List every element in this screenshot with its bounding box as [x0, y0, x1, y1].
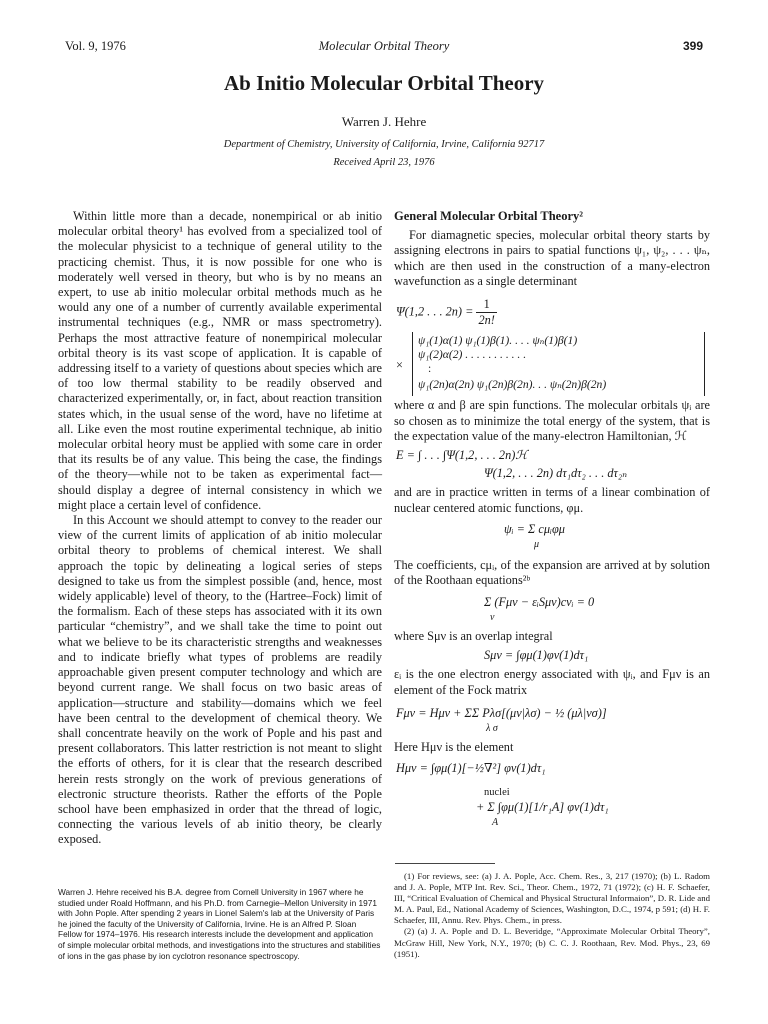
eq1-fraction: [476, 297, 496, 328]
determinant-left-bar: [412, 332, 413, 396]
equation-core-nuclei-index: A: [492, 817, 499, 829]
received-date: Received April 23, 1976: [333, 157, 435, 168]
footnote-2: (2) (a) J. A. Pople and D. L. Beveridge, “Approximate Molecular Orbital Theory”, McGraw Hill, New York, N.Y., 1970; (b) C. C. J. Roothaan, Rev. Mod. Phys., 23, 69 (1951).: [394, 926, 710, 959]
running-header: [65, 39, 703, 57]
paragraph-linear-combination: and are in practice written in terms of a linear combination of nuclear centered atomic functions, φμ.: [394, 485, 710, 515]
determinant-row-dots: :: [428, 362, 432, 376]
equation-fock-indices: λ σ: [486, 723, 498, 735]
equation-fock: Fμν = Hμν + ΣΣ Pλσ[(μν|λσ) − ½ (μλ|νσ)]: [396, 705, 607, 720]
equation-overlap: Sμν = ∫φμ(1)φν(1)dτ₁: [484, 648, 589, 663]
paragraph-overlap: where Sμν is an overlap integral: [394, 629, 553, 644]
determinant-row-2: ψ₁(2)α(2) . . . . . . . . . . .: [418, 348, 527, 362]
equation-core-nuclei-label: nuclei: [484, 786, 510, 798]
page-number: 399: [682, 39, 703, 53]
section-heading: General Molecular Orbital Theory²: [394, 209, 584, 223]
equation-lcao: ψᵢ = Σ cμᵢφμ: [504, 521, 565, 536]
author-name: Warren J. Hehre: [341, 114, 427, 129]
right-column: [394, 209, 710, 830]
paragraph-spin-functions: where α and β are spin functions. The molecular orbitals ψᵢ are so chosen as to minimize the total energy of the system, that is the expectation value of the many-electron Hamiltonian, ℋ: [394, 398, 710, 443]
equation-roothaan-index: ν: [490, 611, 495, 623]
equation-core-kinetic: Hμν = ∫φμ(1)[−½∇²] φν(1)dτ₁: [396, 761, 546, 776]
paragraph-roothaan: The coefficients, cμᵢ, of the expansion are arrived at by solution of the Roothaan equations²ᵇ: [394, 558, 710, 588]
footnote-rule: [395, 863, 495, 864]
determinant-row-1: ψ₁(1)α(1) ψ₁(1)β(1). . . . ψₙ(1)β(1): [418, 334, 578, 348]
intro-paragraph-1: Within little more than a decade, nonempirical or ab initio molecular orbital theory¹ has evolved from a specialized tool of the molecular physicist to a technique of general utility to the practicing chemist. Thus, it is now possible for one who is moderately well versed in theory, but who is by no means an expert, to use ab initio molecular orbital methods much as he would any one of a number of currently available experimental instrumental techniques (e.g., NMR or mass spectrometry). Perhaps the most attractive feature of nonempirical molecular orbital theory is its vast scope of application. It is capable of addressing itself to a variety of questions about species which are of too low thermal stability to be readily observed and characterized experimentally, or, in fact, about reaction transition states which, in the usual sense of the word, have no lifetime at all. Like even the most routine experimental technique, ab initio molecular orbital heory must be applied with some care in order that its results be of any value. This being the case, the findings of the theory—while not to be taken as experimental fact—should display a degree of internal consistency in which we might place a certain level of confidence.: [58, 209, 382, 512]
equation-energy-line2: Ψ(1,2, . . . 2n) dτ₁dτ₂ . . . dτ₂ₙ: [484, 466, 628, 481]
equation-lcao-index: μ: [534, 539, 540, 551]
determinant-right-bar: [704, 332, 705, 396]
slater-determinant: [394, 332, 710, 396]
volume-label: Vol. 9, 1976: [65, 39, 126, 53]
left-column: [58, 209, 382, 848]
journal-section: Molecular Orbital Theory: [318, 39, 450, 53]
eq1-denominator: 2n!: [478, 313, 495, 328]
eq1-lhs: Ψ(1,2 . . . 2n) =: [396, 304, 474, 319]
determinant-row-n: ψ₁(2n)α(2n) ψ₁(2n)β(2n). . . ψₙ(2n)β(2n): [418, 378, 607, 392]
paragraph-core-element: Here Hμν is the element: [394, 740, 514, 755]
equation-roothaan: Σ (Fμν − εᵢSμν)cνᵢ = 0: [484, 594, 595, 609]
author-bio: Warren J. Hehre received his B.A. degree from Cornell University in 1967 where he studied under Roald Hoffmann, and his Ph.D. from Carnegie–Mellon University in 1971 with John Pople. After spending 2 years in Lionel Salem's lab at the University of Paris he joined the faculty of the University of California, Irvine. He is an Alfred P. Sloan Fellow for 1974–1976. His research interests include the development and application of simple molecular orbital methods, and investigations into the structures and stabilities of ions in the gas phase by ion cyclotron resonance spectroscopy.: [58, 887, 381, 961]
intro-paragraph-2: In this Account we should attempt to convey to the reader our view of the current limits of application of ab initio molecular orbital theory to problems of chemical interest. We shall approach the topic by delineating a logical series of steps designed to take us from the simplest possible (and, hence, most widely applicable) level of theory, to the (Hartree–Fock) limit of the formalism. Each of these steps has associated with it its own particular “chemistry”, and we shall take the time to point out what we believe to be its characteristic strengths and weaknesses and to indicate briefly what types of problems are readily approachable given present computer technology and which are beyond current range. We shall focus on two basic areas of application—structure and stability—domains which we feel have been central to the development of chemical theory. We shall concentrate heavily on the work of Pople and his past and present collaborators. This latter restriction is not meant to slight the efforts of others, for it is clear that the research described herein rests strongly on the work of previous generations of electronic structure theorists. Rather the efforts of the Pople school have been emphasized in order that the thread of logic, connecting the various levels of ab initio theory, be clearly exposed.: [58, 513, 382, 847]
equation-wavefunction: [396, 297, 710, 328]
footnote-1: (1) For reviews, see: (a) J. A. Pople, Acc. Chem. Res., 3, 217 (1970); (b) L. Radom and J. A. Pople, MTP Int. Rev. Sci., Theor. Chem., 1972, 71 (1972); (c) H. F. Schaefer, III, “Critical Evaluation of Chemical and Physical Structural Informaion”, D. R. Lide and M. A. Paul, Ed., National Academy of Sciences, Washington, D.C., 1974, p 591; (d) H. F. Schaefer, III, Annu. Rev. Phys. Chem., in press.: [394, 871, 710, 926]
equation-energy-line1: E = ∫ . . . ∫Ψ(1,2, . . . 2n)ℋ: [396, 448, 528, 463]
paragraph-determinant-intro: For diamagnetic species, molecular orbital theory starts by assigning electrons in pairs to spatial functions ψ₁, ψ₂, . . . ψₙ, which are then used in the construction of a many-electron wavefunction as a single determinant: [394, 228, 710, 288]
affiliation: Department of Chemistry, University of California, Irvine, California 92717: [223, 139, 545, 150]
article-title: Ab Initio Molecular Orbital Theory: [223, 71, 545, 95]
footnotes: [394, 871, 710, 960]
paragraph-fock: εᵢ is the one electron energy associated with ψᵢ, and Fμν is an element of the Fock matrix: [394, 667, 710, 697]
eq1-numerator: 1: [476, 297, 496, 313]
equation-core-attraction: + Σ ∫φμ(1)[1/r₁A] φν(1)dτ₁: [476, 799, 609, 814]
times-sign: ×: [396, 358, 403, 373]
